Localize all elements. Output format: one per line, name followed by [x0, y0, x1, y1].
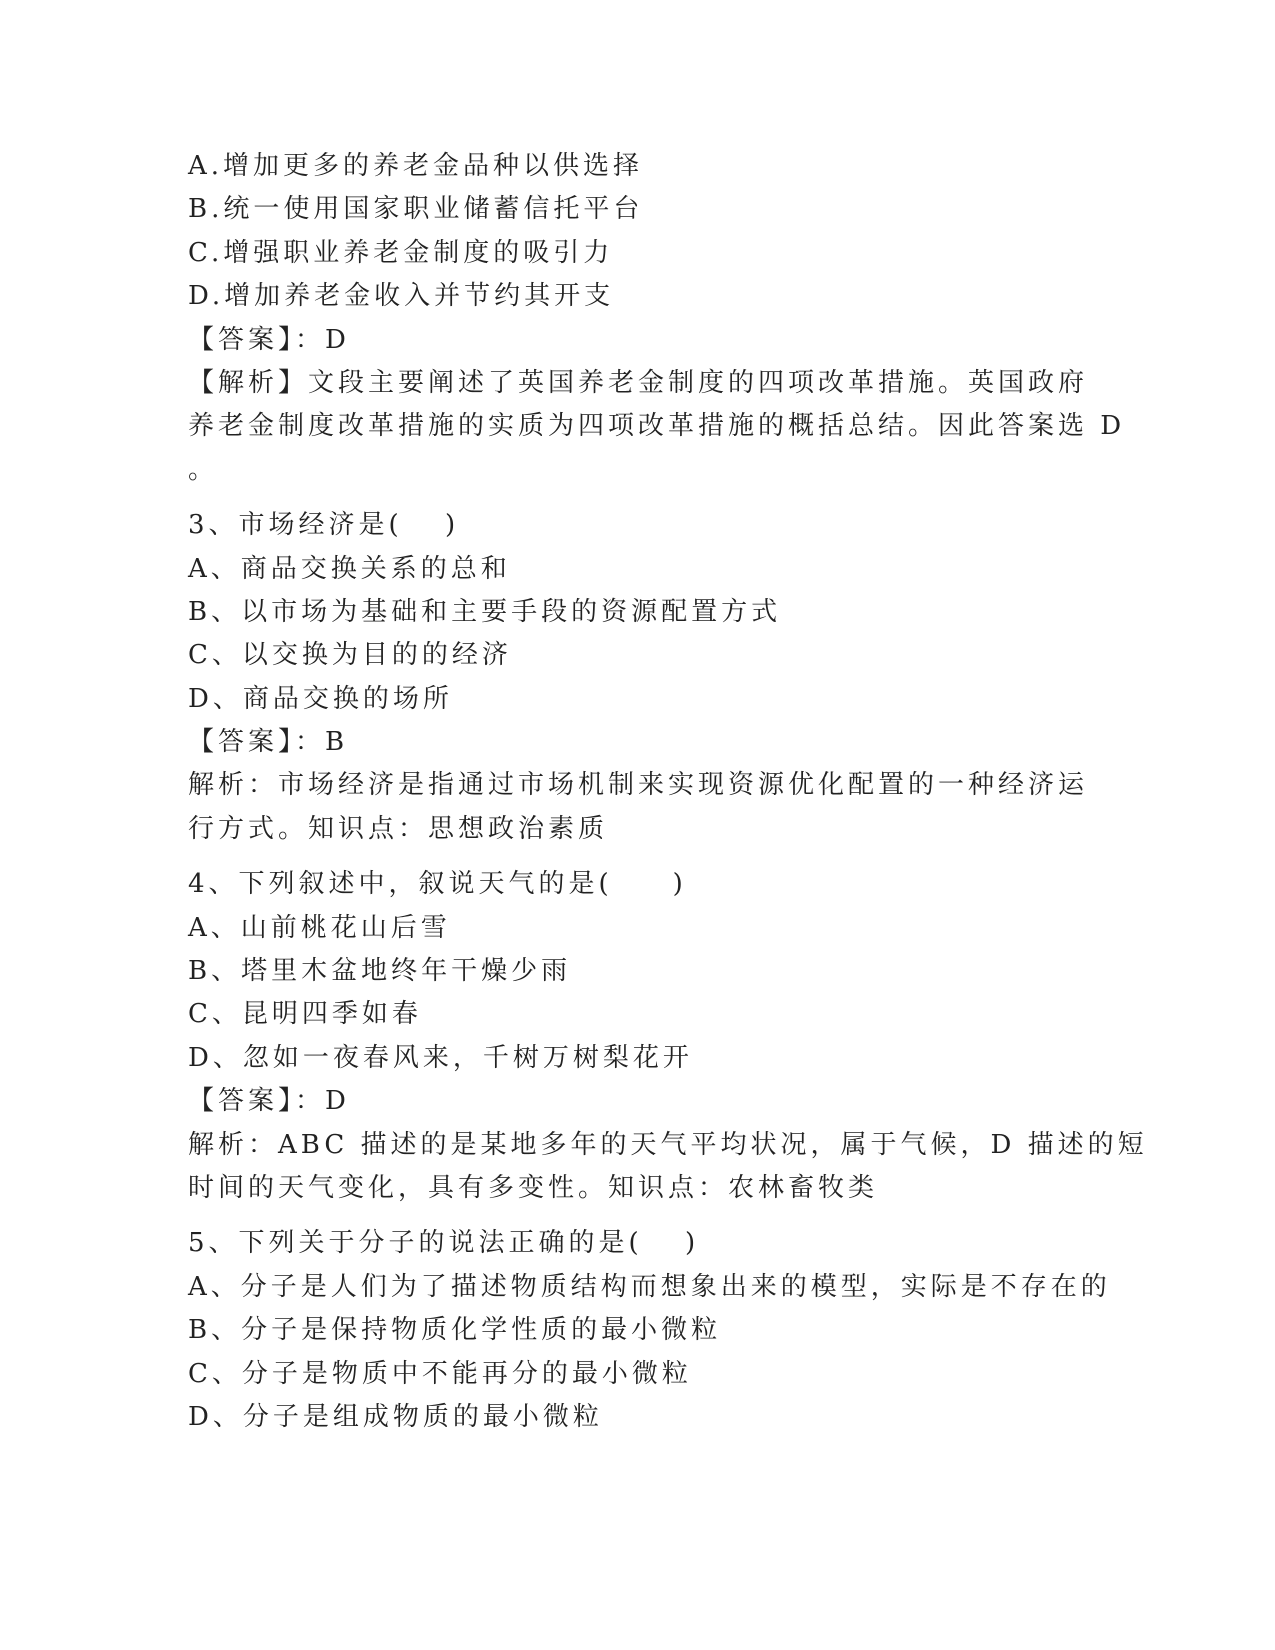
q2-option-b: B.统一使用国家职业储蓄信托平台 [188, 194, 644, 225]
q4-option-d: D、忽如一夜春风来，千树万树梨花开 [188, 1042, 693, 1073]
q5-question: 5、下列关于分子的说法正确的是( ) [188, 1228, 700, 1259]
q4-question: 4、下列叙述中，叙说天气的是( ) [188, 869, 687, 900]
q2-option-a: A.增加更多的养老金品种以供选择 [188, 151, 644, 181]
q5-option-c: C、分子是物质中不能再分的最小微粒 [188, 1358, 692, 1389]
q4-option-b: B、塔里木盆地终年干燥少雨 [188, 956, 572, 987]
q3-option-d: D、商品交换的场所 [188, 683, 453, 714]
question-2-tail [188, 145, 1126, 492]
q3-option-c: C、以交换为目的的经济 [188, 640, 512, 671]
q5-option-b: B、分子是保持物质化学性质的最小微粒 [188, 1315, 722, 1346]
q3-answer: 【答案】：B [188, 727, 349, 758]
q2-explanation-line-3: 。 [188, 454, 219, 485]
q5-option-d: D、分子是组成物质的最小微粒 [188, 1401, 603, 1432]
q4-explanation-line-1: 解析：ABC 描述的是某地多年的天气平均状况，属于气候，D 描述的短 [188, 1129, 1148, 1160]
spacer [188, 1210, 1088, 1222]
spacer [188, 492, 1088, 504]
q2-explanation-line-2: 养老金制度改革措施的实质为四项改革措施的概括总结。因此答案选 D [188, 411, 1126, 442]
q2-explanation-line-1: 【解析】文段主要阐述了英国养老金制度的四项改革措施。英国政府 [188, 367, 1089, 398]
q2-option-d: D.增加养老金收入并节约其开支 [188, 281, 615, 312]
q4-explanation-line-2: 时间的天气变化，具有多变性。知识点：农林畜牧类 [188, 1172, 879, 1203]
q5-option-a: A、分子是人们为了描述物质结构而想象出来的模型，实际是不存在的 [188, 1271, 1111, 1302]
q3-explanation-line-1: 解析：市场经济是指通过市场机制来实现资源优化配置的一种经济运 [188, 770, 1089, 801]
q2-option-c: C.增强职业养老金制度的吸引力 [188, 237, 614, 268]
q4-option-c: C、昆明四季如春 [188, 999, 422, 1030]
question-4 [188, 863, 1148, 1210]
q4-option-a: A、山前桃花山后雪 [188, 912, 451, 943]
q3-explanation-line-2: 行方式。知识点：思想政治素质 [188, 813, 609, 844]
q2-answer: 【答案】：D [188, 324, 350, 355]
spacer [188, 851, 1088, 863]
q3-option-a: A、商品交换关系的总和 [188, 553, 511, 584]
page-content [188, 145, 1148, 1439]
q3-question: 3、市场经济是( ) [188, 510, 460, 541]
q4-answer: 【答案】：D [188, 1086, 350, 1117]
q3-option-b: B、以市场为基础和主要手段的资源配置方式 [188, 596, 782, 627]
question-5 [188, 1222, 1111, 1439]
question-3 [188, 504, 1088, 851]
